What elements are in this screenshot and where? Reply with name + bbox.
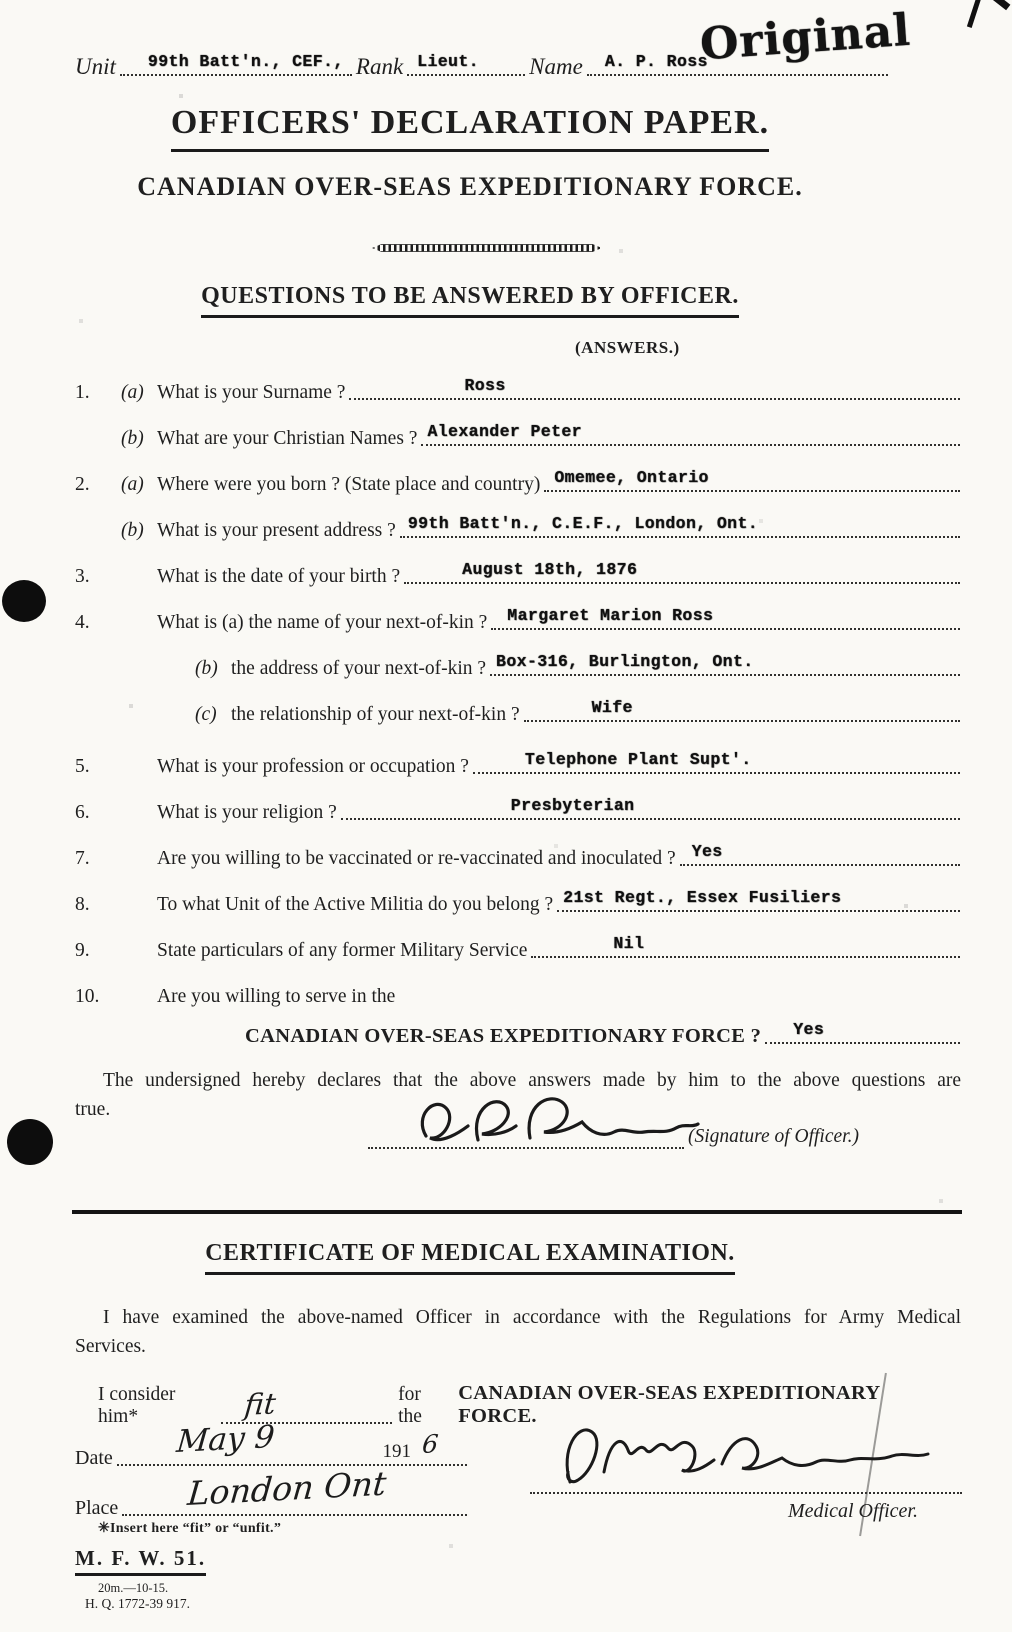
answer-value: 21st Regt., Essex Fusiliers (563, 888, 842, 907)
answer-value: Nil (613, 934, 645, 953)
page-title: OFFICERS' DECLARATION PAPER. (70, 104, 870, 152)
date-value: May 9 (174, 1418, 276, 1460)
corner-scan-mark-2 (986, 0, 1011, 10)
unit-value: 99th Batt'n., CEF., (147, 52, 344, 71)
answer-line (557, 888, 960, 912)
question-row-4c: (c) the relationship of your next-of-kin ? Wife (75, 680, 960, 726)
paper-grain (0, 0, 2, 2)
fit-footnote: ✳Insert here “fit” or “unfit.” (98, 1521, 282, 1536)
print-run: 20m.—10-15. (98, 1581, 169, 1595)
place-line (122, 1463, 467, 1516)
hq-code: H. Q. 1772-39 917. (85, 1596, 190, 1611)
answer-value: Yes (793, 1020, 825, 1039)
answer-line (524, 698, 960, 722)
question-label: the address of your next-of-kin ? (231, 658, 487, 679)
question-row-8: 8. To what Unit of the Active Militia do you belong ? 21st Regt., Essex Fusiliers (75, 870, 960, 916)
question-row-4a: 4. What is (a) the name of your next-of-kin ? Margaret Marion Ross (75, 588, 960, 634)
questions-heading: QUESTIONS TO BE ANSWERED BY OFFICER. (70, 283, 870, 318)
answer-value: Omemee, Ontario (554, 468, 709, 487)
question-row-9: 9. State particulars of any former Military Service Nil (75, 916, 960, 962)
examined-text: I have examined the above-named Officer in accordance with the Regulations for Army Medical Services. (75, 1307, 961, 1358)
question-label: What is (a) the name of your next-of-kin ? (157, 612, 488, 633)
question-label: Are you willing to serve in the (157, 986, 396, 1007)
answer-value: Alexander Peter (427, 422, 582, 441)
answer-value: Yes (691, 842, 723, 861)
consider-prefix: I consider him* (98, 1384, 176, 1427)
answer-line (680, 842, 960, 866)
answer-line (349, 376, 960, 400)
answer-line (531, 934, 960, 958)
answer-line (544, 468, 960, 492)
answer-line (421, 422, 960, 446)
answer-line (490, 652, 960, 676)
answer-line (341, 796, 960, 820)
original-stamp: Original (698, 4, 913, 71)
question-row-4b: (b) the address of your next-of-kin ? Box-316, Burlington, Ont. (75, 634, 960, 680)
medical-officer-caption: Medical Officer. (788, 1500, 918, 1522)
rank-label: Rank (355, 54, 404, 79)
page-subtitle: CANADIAN OVER-SEAS EXPEDITIONARY FORCE. (137, 172, 803, 201)
force-label: CANADIAN OVER-SEAS EXPEDITIONARY FORCE ? (245, 1025, 762, 1047)
year-digit: 6 (421, 1429, 440, 1459)
question-label: What is your profession or occupation ? (157, 756, 469, 777)
corner-scan-mark (967, 0, 982, 28)
question-label: To what Unit of the Active Militia do you belong ? (157, 894, 554, 915)
question-label: What is your Surname ? (157, 382, 346, 403)
name-value: A. P. Ross (604, 52, 708, 71)
questions-list (75, 358, 960, 1048)
question-label: Are you willing to be vaccinated or re-vaccinated and inoculated ? (157, 848, 676, 869)
answer-value: Ross (464, 376, 506, 395)
hole-punch-top (2, 580, 46, 622)
unit-line (120, 52, 352, 76)
place-value: London Ont (186, 1463, 389, 1513)
question-label: State particulars of any former Military Service (157, 940, 528, 961)
consider-force: CANADIAN OVER-SEAS EXPEDITIONARY FORCE. (458, 1382, 880, 1427)
question-row-10-force (75, 1008, 960, 1048)
answer-line (404, 560, 960, 584)
hole-punch-bottom (7, 1119, 53, 1165)
medical-officer-signature (552, 1410, 952, 1495)
place-label: Place (75, 1497, 119, 1519)
declaration-text: The undersigned hereby declares that the above answers made by him to the above questions are true. (75, 1070, 961, 1121)
certificate-heading: CERTIFICATE OF MEDICAL EXAMINATION. (70, 1240, 870, 1275)
answer-line (473, 750, 960, 774)
question-row-5: 5. What is your profession or occupation ? Telephone Plant Supt'. (75, 732, 960, 778)
question-row-2a: 2. (a) Where were you born ? (State place and country) Omemee, Ontario (75, 450, 960, 496)
question-label: What are your Christian Names ? (157, 428, 418, 449)
date-row (75, 1418, 467, 1470)
unit-label: Unit (75, 54, 116, 79)
answer-line (765, 1020, 960, 1044)
header-row (75, 44, 892, 80)
consider-mid: for the (398, 1384, 422, 1427)
answer-value: August 18th, 1876 (462, 560, 638, 579)
answer-value: 99th Batt'n., C.E.F., London, Ont. (407, 514, 759, 533)
answer-value: Margaret Marion Ross (507, 606, 714, 625)
answer-line (491, 606, 960, 630)
question-row-1a: 1. (a) What is your Surname ? Ross (75, 358, 960, 404)
question-row-2b: (b) What is your present address ? 99th Batt'n., C.E.F., London, Ont. (75, 496, 960, 542)
answer-value: Telephone Plant Supt'. (524, 750, 752, 769)
question-row-7: 7. Are you willing to be vaccinated or re-vaccinated and inoculated ? Yes (75, 824, 960, 870)
question-label: Where were you born ? (State place and country) (157, 474, 541, 495)
name-line (587, 52, 888, 76)
printed-year: 191 (382, 1441, 411, 1462)
signature-caption: (Signature of Officer.) (688, 1126, 859, 1147)
officer-signature (412, 1088, 702, 1153)
place-row (75, 1463, 467, 1520)
ornamental-divider (372, 243, 602, 253)
question-label: What is your present address ? (157, 520, 396, 541)
name-label: Name (529, 54, 583, 79)
question-row-10: 10. Are you willing to serve in the (75, 986, 396, 1007)
section-divider (72, 1210, 962, 1214)
question-row-3: 3. What is the date of your birth ? August 18th, 1876 (75, 542, 960, 588)
answer-value: Box-316, Burlington, Ont. (496, 652, 754, 671)
date-label: Date (75, 1447, 113, 1469)
question-label: What is the date of your birth ? (157, 566, 401, 587)
question-row-1b: (b) What are your Christian Names ? Alexander Peter (75, 404, 960, 450)
question-label: the relationship of your next-of-kin ? (231, 704, 520, 725)
fitness-value: fit (243, 1386, 278, 1422)
question-row-6: 6. What is your religion ? Presbyterian (75, 778, 960, 824)
date-line (117, 1418, 467, 1466)
answers-caption: (ANSWERS.) (575, 338, 680, 357)
question-label: What is your religion ? (157, 802, 337, 823)
rank-value: Lieut. (417, 52, 479, 71)
form-code: M. F. W. 51. (75, 1546, 206, 1576)
answer-value: Presbyterian (510, 796, 635, 815)
answer-value: Wife (591, 698, 633, 717)
rank-line (407, 52, 525, 76)
